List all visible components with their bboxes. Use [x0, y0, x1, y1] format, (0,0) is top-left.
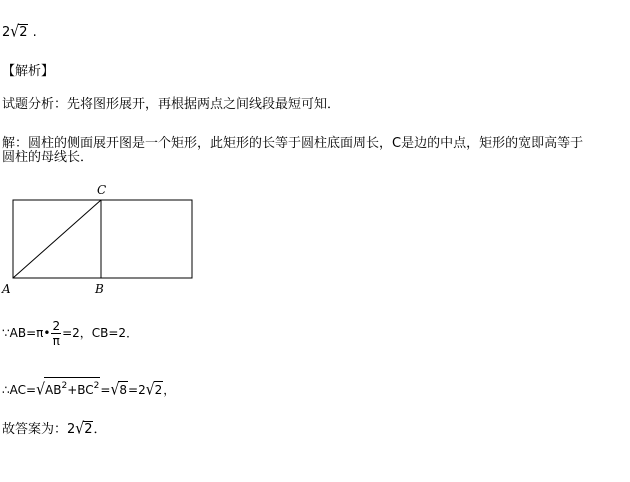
label-c: C	[97, 183, 107, 197]
step-2	[2, 377, 175, 398]
step-1	[2, 318, 138, 348]
final-answer	[2, 421, 107, 438]
step2-prefix: ∴AC=	[2, 383, 37, 397]
answer-end: .	[32, 25, 37, 40]
rectangle	[13, 200, 192, 278]
radical-sign-icon: √	[145, 380, 155, 400]
sqrt-ab-bc	[36, 377, 100, 398]
fraction	[51, 319, 61, 348]
answer-radicand: 2	[19, 25, 28, 40]
radicand-2: 2	[154, 383, 163, 397]
label-b: B	[95, 282, 104, 296]
radicand-ab-bc	[44, 377, 100, 398]
exp-1: 2	[61, 381, 68, 391]
label-a: A	[2, 282, 11, 296]
step2-end: ，	[163, 383, 176, 397]
eq-1: =	[100, 383, 111, 397]
section-header: 【解析】	[2, 64, 55, 79]
exp-2: 2	[93, 381, 100, 391]
fraction-numerator: 2	[52, 319, 61, 333]
radical-sign-icon: √	[110, 380, 120, 400]
solution-line-1: 解：圆柱的侧面展开图是一个矩形，此矩形的长等于圆柱底面周长，C是边的中点，矩形的宽即高等于	[2, 136, 584, 151]
sqrt-8	[110, 381, 128, 398]
sqrt-2	[146, 381, 164, 398]
radical-sign-icon: √	[10, 22, 20, 42]
rad-bc: +BC	[67, 383, 94, 397]
final-radicand: 2	[84, 422, 93, 437]
radical-sign-icon: √	[75, 419, 85, 439]
rad-ab: AB	[45, 383, 62, 397]
final-sqrt	[75, 421, 93, 438]
step1-prefix: ∵AB=π•	[2, 326, 51, 340]
analysis-text: 试题分析：先将图形展开，再根据两点之间线段最短可知．	[2, 97, 341, 112]
fraction-denominator: π	[52, 334, 60, 348]
eq-2: =2	[128, 383, 146, 397]
radical-sign-icon: √	[36, 380, 45, 400]
final-prefix: 故答案为：2	[2, 422, 76, 437]
final-end: ．	[93, 422, 107, 437]
segment-ac	[13, 200, 101, 278]
radicand-8: 8	[119, 383, 128, 397]
step1-suffix: =2，CB=2．	[62, 326, 139, 340]
solution-line-2: 圆柱的母线长．	[2, 150, 94, 165]
answer-coef: 2	[2, 25, 11, 40]
